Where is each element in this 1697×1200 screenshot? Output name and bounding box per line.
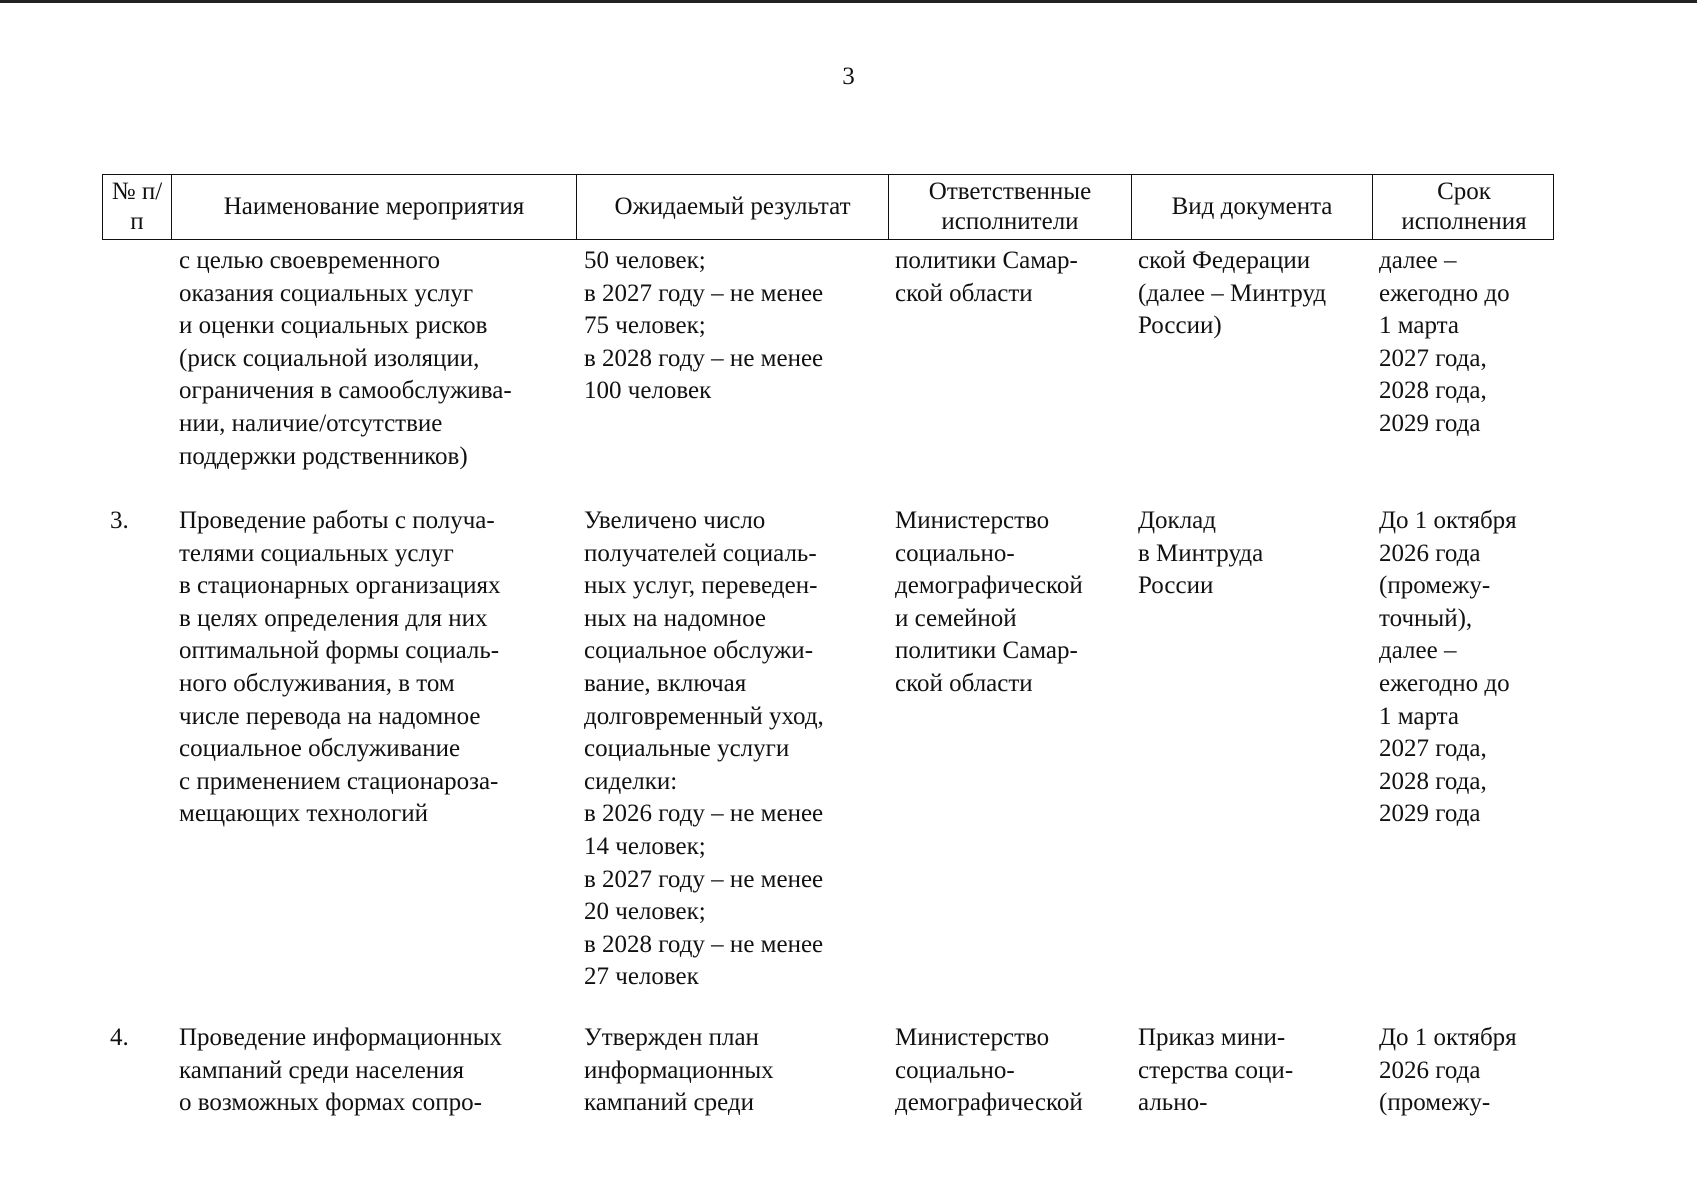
cell-text-line: (промежу-: [1379, 572, 1491, 600]
cell-text-line: ской области: [895, 279, 1033, 307]
cell-text-line: 2029 года: [1379, 800, 1481, 828]
expected-result-cell: [584, 1022, 874, 1120]
cell-text-line: далее –: [1379, 637, 1457, 665]
cell-text-line: 100 человек: [584, 377, 712, 405]
top-border-line: [0, 0, 1697, 3]
table-header: [102, 174, 1554, 240]
cell-text-line: получателей социаль-: [584, 539, 817, 567]
cell-text-line: социальное обслуживание: [179, 735, 461, 763]
cell-text-line: Проведение работы с получа-: [179, 507, 495, 534]
cell-text-line: 2027 года,: [1379, 735, 1487, 763]
cell-text-line: Доклад: [1138, 507, 1216, 534]
cell-text-line: и семейной: [895, 604, 1017, 632]
cell-text-line: До 1 октября: [1379, 1024, 1517, 1051]
document-type-cell: [1138, 1022, 1360, 1120]
document-type-cell: [1138, 245, 1360, 343]
cell-text-line: с применением стационароза-: [179, 767, 499, 795]
cell-text-line: в 2028 году – не менее: [584, 930, 824, 958]
cell-text-line: социальные услуги: [584, 735, 790, 763]
cell-text-line: долговременный уход,: [584, 702, 824, 730]
cell-text-line: 75 человек;: [584, 312, 706, 340]
cell-text-line: ных на надомное: [584, 604, 766, 632]
cell-text-line: 3.: [110, 507, 129, 534]
cell-text-line: телями социальных услуг: [179, 539, 454, 567]
event-name-cell: [179, 505, 565, 831]
cell-text-line: Увеличено число: [584, 507, 766, 534]
expected-result-cell: [584, 505, 874, 994]
deadline-cell: [1379, 1022, 1544, 1120]
cell-text-line: 2027 года,: [1379, 344, 1487, 372]
cell-text-line: 14 человек;: [584, 832, 706, 860]
event-name-cell: [179, 245, 565, 473]
cell-text-line: поддержки родственников): [179, 442, 468, 470]
page-number: 3: [842, 63, 855, 90]
header-name: Наименование мероприятия: [171, 175, 576, 239]
cell-text-line: Приказ мини-: [1138, 1024, 1286, 1051]
cell-text-line: числе перевода на надомное: [179, 702, 481, 730]
cell-text-line: в целях определения для них: [179, 604, 488, 632]
cell-text-line: кампаний среди: [584, 1089, 755, 1117]
cell-text-line: оказания социальных услуг: [179, 279, 474, 307]
cell-text-line: 2026 года: [1379, 1056, 1481, 1084]
cell-text-line: социально-: [895, 539, 1015, 567]
cell-text-line: оптимальной формы социаль-: [179, 637, 500, 665]
cell-text-line: ской Федерации: [1138, 247, 1311, 274]
expected-result-cell: [584, 245, 874, 408]
header-responsible: Ответственные исполнители: [888, 175, 1131, 239]
cell-text-line: вание, включая: [584, 669, 747, 697]
cell-text-line: (далее – Минтруд: [1138, 279, 1327, 307]
cell-text-line: стерства соци-: [1138, 1056, 1294, 1084]
cell-text-line: 20 человек;: [584, 898, 706, 926]
row-number: [110, 1022, 150, 1055]
cell-text-line: России): [1138, 312, 1222, 340]
cell-text-line: ально-: [1138, 1089, 1208, 1117]
cell-text-line: демографической: [895, 572, 1083, 600]
cell-text-line: Министерство: [895, 507, 1050, 534]
cell-text-line: информационных: [584, 1056, 774, 1084]
cell-text-line: в 2026 году – не менее: [584, 800, 824, 828]
cell-text-line: 4.: [110, 1024, 129, 1051]
cell-text-line: 2028 года,: [1379, 767, 1487, 795]
deadline-cell: [1379, 505, 1544, 831]
responsible-cell: [895, 505, 1119, 701]
cell-text-line: ных услуг, переведен-: [584, 572, 818, 600]
responsible-cell: [895, 1022, 1119, 1120]
cell-text-line: кампаний среди населения: [179, 1056, 465, 1084]
cell-text-line: (риск социальной изоляции,: [179, 344, 480, 372]
cell-text-line: 1 марта: [1379, 312, 1459, 340]
cell-text-line: сиделки:: [584, 767, 678, 795]
cell-text-line: ного обслуживания, в том: [179, 669, 455, 697]
header-deadline: Срок исполнения: [1372, 175, 1555, 239]
cell-text-line: мещающих технологий: [179, 800, 429, 828]
cell-text-line: социально-: [895, 1056, 1015, 1084]
cell-text-line: До 1 октября: [1379, 507, 1517, 534]
cell-text-line: ежегодно до: [1379, 669, 1510, 697]
cell-text-line: России: [1138, 572, 1214, 600]
cell-text-line: и оценки социальных рисков: [179, 312, 488, 340]
cell-text-line: в 2028 году – не менее: [584, 344, 824, 372]
cell-text-line: политики Самар-: [895, 637, 1078, 665]
row-number: [110, 505, 150, 538]
cell-text-line: социальное обслужи-: [584, 637, 814, 665]
cell-text-line: 2026 года: [1379, 539, 1481, 567]
header-result: Ожидаемый результат: [576, 175, 888, 239]
cell-text-line: ограничения в самообслужива-: [179, 377, 512, 405]
cell-text-line: 50 человек;: [584, 247, 706, 274]
cell-text-line: нии, наличие/отсутствие: [179, 409, 443, 437]
cell-text-line: точный),: [1379, 604, 1473, 632]
responsible-cell: [895, 245, 1119, 310]
cell-text-line: 2028 года,: [1379, 377, 1487, 405]
header-document: Вид документа: [1131, 175, 1372, 239]
header-number: № п/п: [111, 178, 163, 235]
event-name-cell: [179, 1022, 565, 1120]
cell-text-line: Министерство: [895, 1024, 1050, 1051]
cell-text-line: Утвержден план: [584, 1024, 759, 1051]
cell-text-line: 2029 года: [1379, 409, 1481, 437]
deadline-cell: [1379, 245, 1544, 441]
cell-text-line: с целью своевременного: [179, 247, 440, 274]
cell-text-line: ской области: [895, 669, 1033, 697]
cell-text-line: 1 марта: [1379, 702, 1459, 730]
document-type-cell: [1138, 505, 1360, 603]
cell-text-line: в стационарных организациях: [179, 572, 501, 600]
cell-text-line: далее –: [1379, 247, 1457, 274]
cell-text-line: (промежу-: [1379, 1089, 1491, 1117]
cell-text-line: ежегодно до: [1379, 279, 1510, 307]
cell-text-line: в 2027 году – не менее: [584, 865, 824, 893]
cell-text-line: в 2027 году – не менее: [584, 279, 824, 307]
cell-text-line: Проведение информационных: [179, 1024, 503, 1051]
cell-text-line: демографической: [895, 1089, 1083, 1117]
cell-text-line: в Минтруда: [1138, 539, 1264, 567]
cell-text-line: 27 человек: [584, 963, 699, 991]
cell-text-line: о возможных формах сопро-: [179, 1089, 482, 1117]
cell-text-line: политики Самар-: [895, 247, 1078, 274]
